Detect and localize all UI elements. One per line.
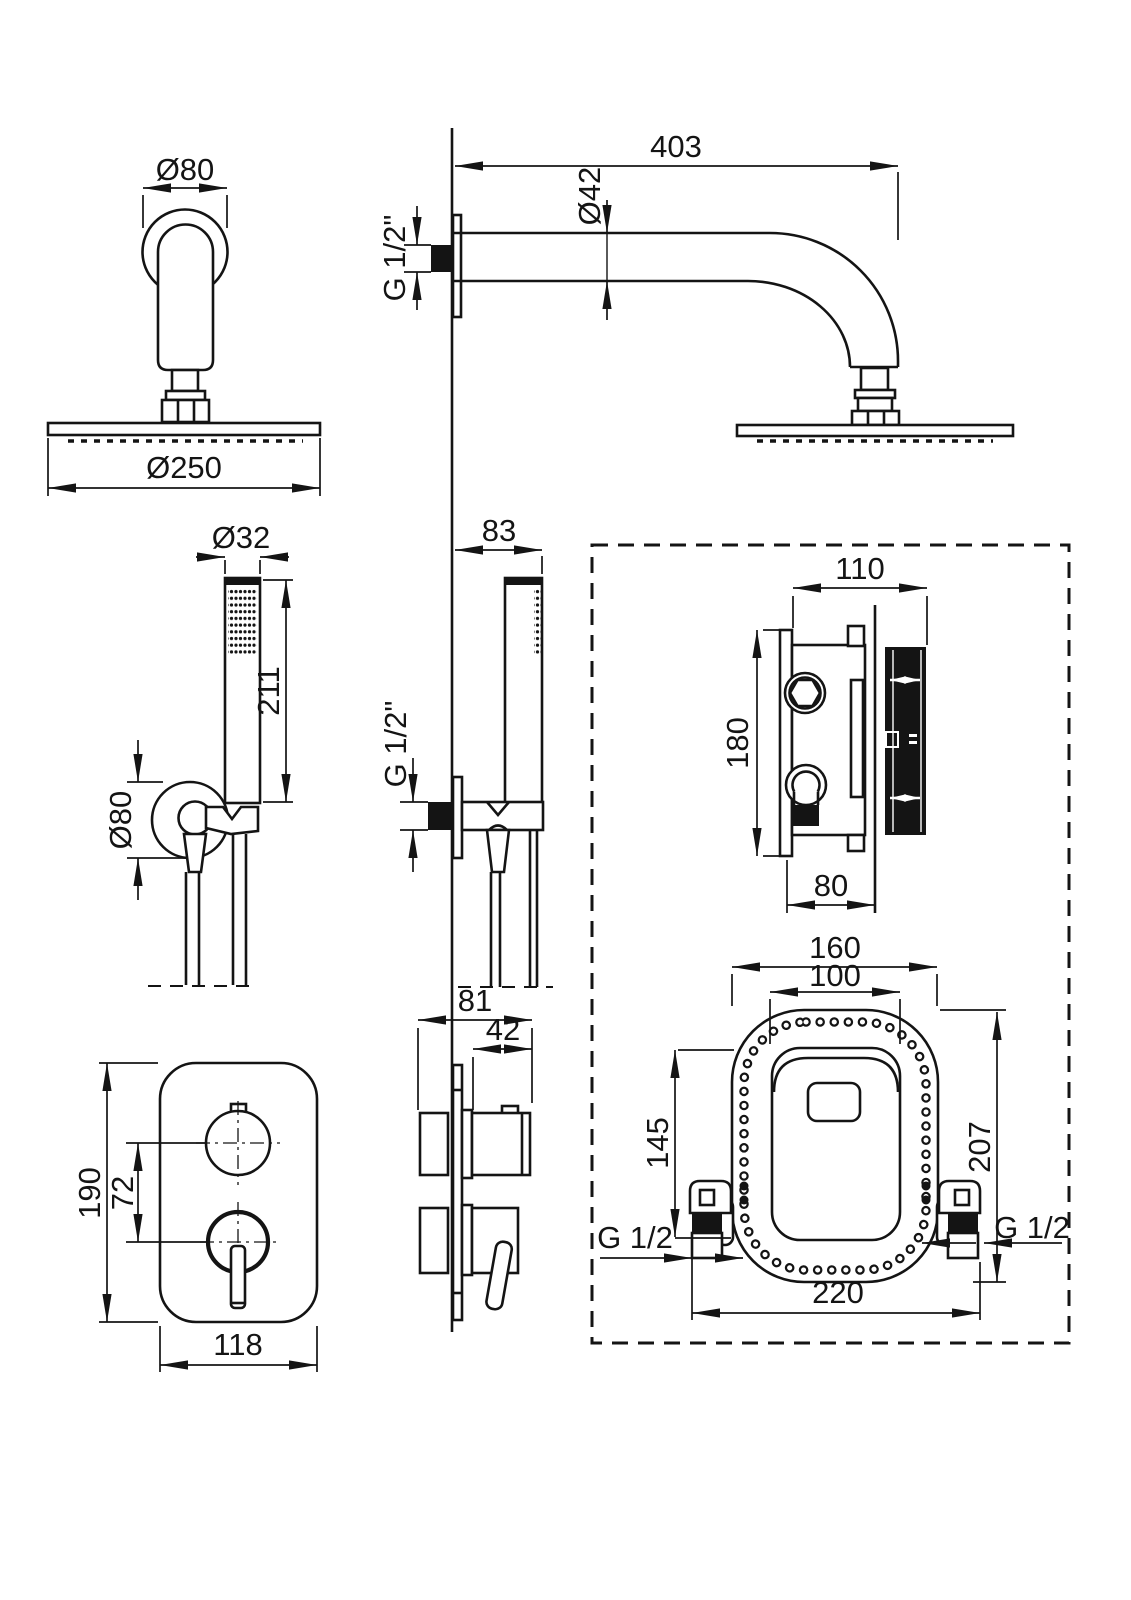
dim-label-knob-spacing: 72: [105, 1175, 140, 1211]
shower-head-disc-side: [737, 425, 1013, 436]
left-port: [692, 1212, 722, 1233]
wall-plate: [453, 215, 461, 317]
dim-label-arm-length: 403: [650, 129, 702, 164]
shower-arm-front: [158, 225, 213, 371]
lever-handle: [231, 1246, 245, 1308]
spray-face: [228, 588, 257, 655]
dim-label-box-inner-width: 100: [809, 958, 861, 993]
box-inner-body: [772, 1048, 900, 1240]
hose-cone: [184, 834, 206, 872]
dim-label-arm-diameter: Ø42: [572, 166, 607, 226]
dim-label-handle-length: 211: [251, 666, 286, 716]
dim-label-handle-diameter: Ø32: [211, 520, 271, 555]
mounting-box-side: [885, 647, 926, 835]
ball-joint-nut: [852, 411, 899, 425]
dim-label-knob-depth: 42: [485, 1012, 521, 1047]
dim-label-thread-top: G 1/2": [377, 214, 412, 302]
dim-label-box-outer-width: 160: [809, 930, 861, 965]
hose-cone: [487, 830, 509, 872]
dim-label-holder-diameter: Ø80: [103, 790, 138, 850]
trim-plate-side: [780, 630, 792, 856]
shower-head-disc: [48, 423, 320, 435]
dim-label-depth-total: 81: [457, 983, 493, 1018]
inspection-window: [808, 1083, 860, 1121]
dim-label-head-diameter: Ø250: [146, 450, 222, 485]
spray-edge: [534, 588, 543, 655]
cartridge: [851, 680, 863, 797]
wall-plate: [453, 777, 462, 858]
valve-behind-wall: [420, 1208, 448, 1273]
dim-label-box-bottom-width: 220: [812, 1275, 864, 1310]
dim-label-flange-diameter: Ø80: [155, 152, 215, 187]
dim-label-box-left-height: 145: [640, 1117, 675, 1169]
thread-connection: [793, 805, 819, 826]
dim-label-trim-height: 190: [72, 1167, 107, 1219]
label-thread-left: G 1/2: [597, 1220, 673, 1255]
trim-plate-side: [453, 1065, 462, 1320]
thread-connection: [428, 802, 455, 830]
thread-connection: [431, 245, 453, 272]
dim-label-wall-offset: 83: [481, 513, 517, 548]
dim-label-thread-holder: G 1/2": [378, 700, 413, 788]
ball-joint-nut: [162, 400, 209, 422]
dim-label-valve-width: 110: [835, 551, 885, 586]
dim-label-box-right-height: 207: [962, 1121, 997, 1173]
valve-behind-wall: [420, 1113, 448, 1175]
dim-label-trim-width: 118: [213, 1327, 263, 1362]
dim-label-valve-height: 180: [720, 717, 755, 769]
right-port: [948, 1212, 978, 1233]
label-thread-right: G 1/2: [994, 1210, 1070, 1245]
dim-label-valve-depth: 80: [813, 868, 849, 903]
